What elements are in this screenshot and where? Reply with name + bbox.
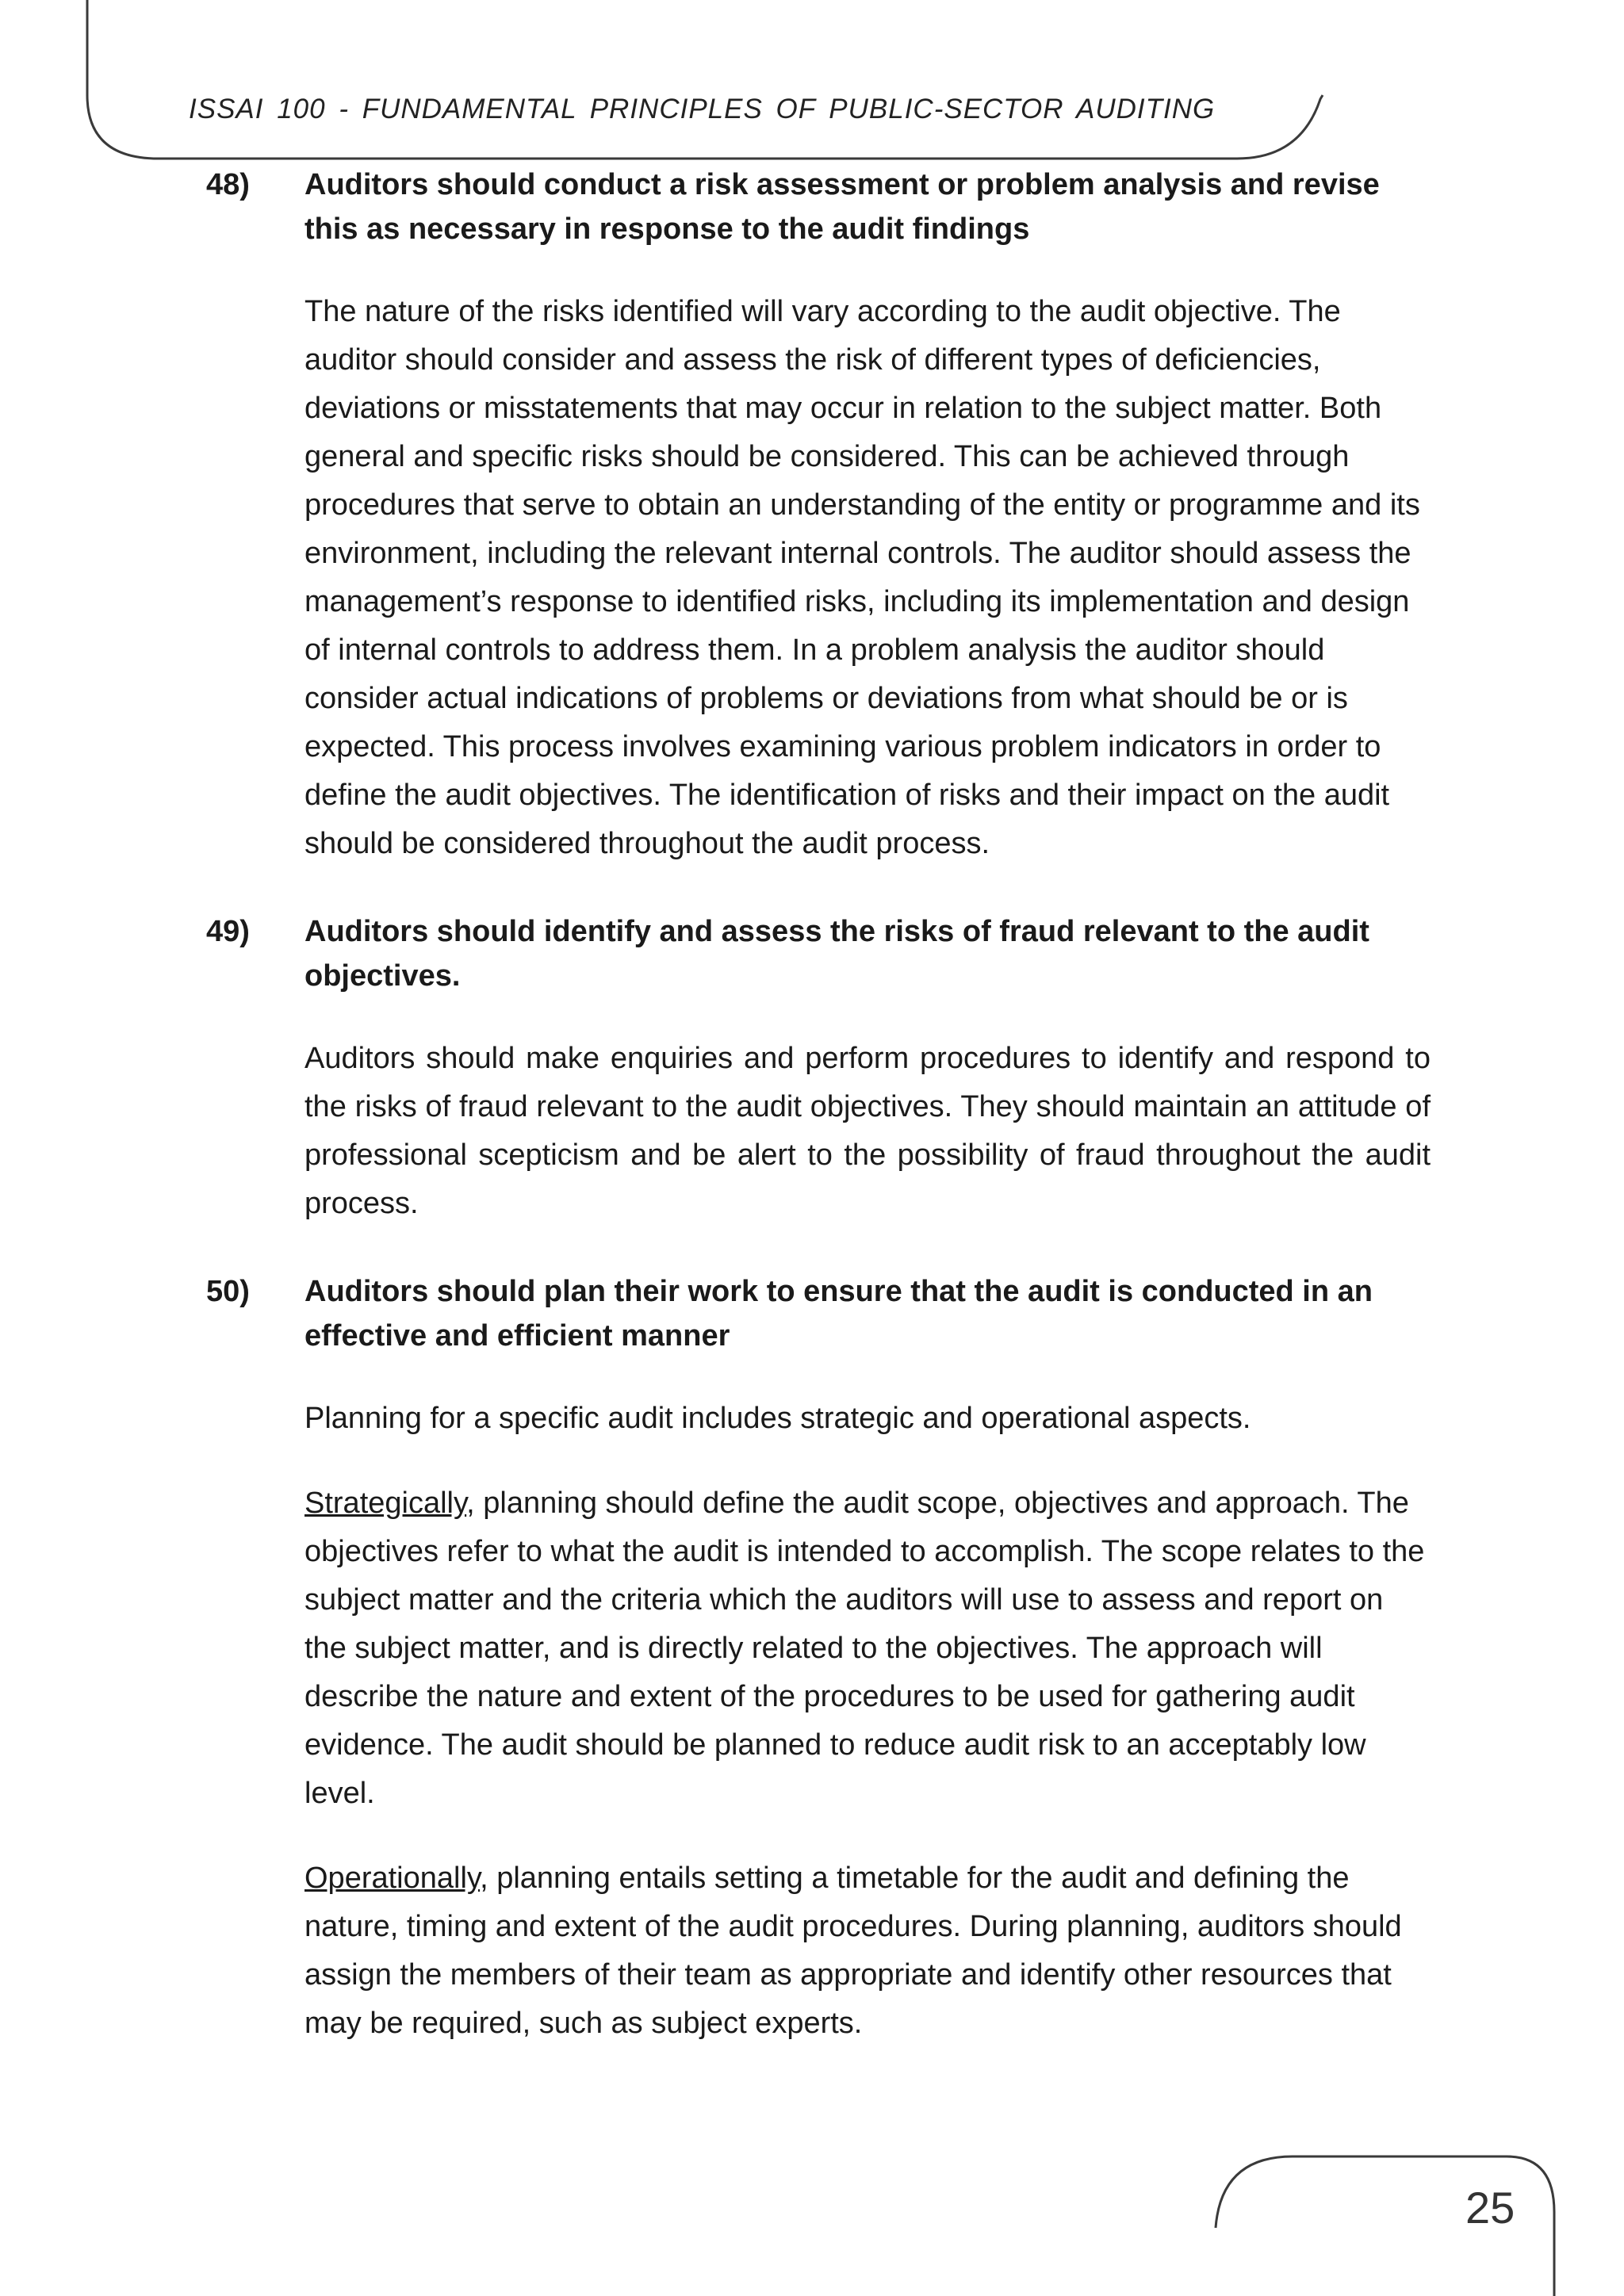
section-paragraph: The nature of the risks identified will vary according to the audit objective. The auditor should consider and assess the risk of different types of deficiencies, deviations or misstatements that may occur in relation to the subject matter. Both general and specific risks should be considered. This can be achieved through procedures that serve to obtain an understanding of the entity or programme and its environment, including the relevant internal controls. The auditor should assess the management’s response to identified risks, including its implementation and design of internal controls to address them. In a problem analysis the auditor should consider actual indications of problems or deviations from what should be or is expected. This process involves examining various problem indicators in order to define the audit objectives. The identification of risks and their impact on the audit should be considered throughout the audit process. bbox=[304, 295, 1420, 860]
section-paragraph-operational bbox=[304, 1854, 1431, 2048]
section-number: 48) bbox=[206, 168, 250, 201]
header-frame bbox=[0, 0, 1624, 174]
strategic-term: Strategically bbox=[304, 1487, 467, 1520]
section-49 bbox=[206, 909, 1443, 1228]
header-title: ISSAI 100 - FUNDAMENTAL PRINCIPLES OF PUBLIC-SECTOR AUDITING bbox=[189, 94, 1216, 124]
operational-text: , planning entails setting a timetable for the audit and defining the nature, timing and extent of the audit procedures. During planning, auditors should assign the members of their team as appropriate and identify other resources that may be required, such as subject experts. bbox=[304, 1862, 1402, 2040]
strategic-text: , planning should define the audit scope, objectives and approach. The objectives refer to what the audit is intended to accomplish. The scope relates to the subject matter and the criteria which the auditors will use to assess and report on the subject matter, and is directly related to the objectives. The approach will describe the nature and extent of the procedures to be used for gathering audit evidence. The audit should be planned to reduce audit risk to an acceptably low level. bbox=[304, 1487, 1425, 1810]
section-50 bbox=[206, 1269, 1443, 2048]
footer-frame bbox=[1189, 2125, 1624, 2296]
page-number: 25 bbox=[1465, 2183, 1515, 2233]
section-paragraph: Auditors should make enquiries and perform procedures to identify and respond to the risks of fraud relevant to the audit objectives. They should maintain an attitude of professional scepticism and be alert to the possibility of fraud throughout the audit process. bbox=[304, 1042, 1431, 1220]
section-paragraph-strategic bbox=[304, 1479, 1431, 1818]
section-48 bbox=[206, 163, 1443, 868]
section-heading: Auditors should plan their work to ensure that the audit is conducted in an effective and efficient manner bbox=[304, 1275, 1373, 1353]
operational-term: Operationally bbox=[304, 1862, 481, 1895]
section-number: 50) bbox=[206, 1275, 250, 1308]
section-number: 49) bbox=[206, 915, 250, 948]
section-paragraph-intro: Planning for a specific audit includes strategic and operational aspects. bbox=[304, 1402, 1251, 1435]
section-heading: Auditors should conduct a risk assessment or problem analysis and revise this as necessary in response to the audit findings bbox=[304, 168, 1380, 246]
section-heading: Auditors should identify and assess the risks of fraud relevant to the audit objectives. bbox=[304, 915, 1369, 993]
document-body bbox=[206, 163, 1443, 2048]
